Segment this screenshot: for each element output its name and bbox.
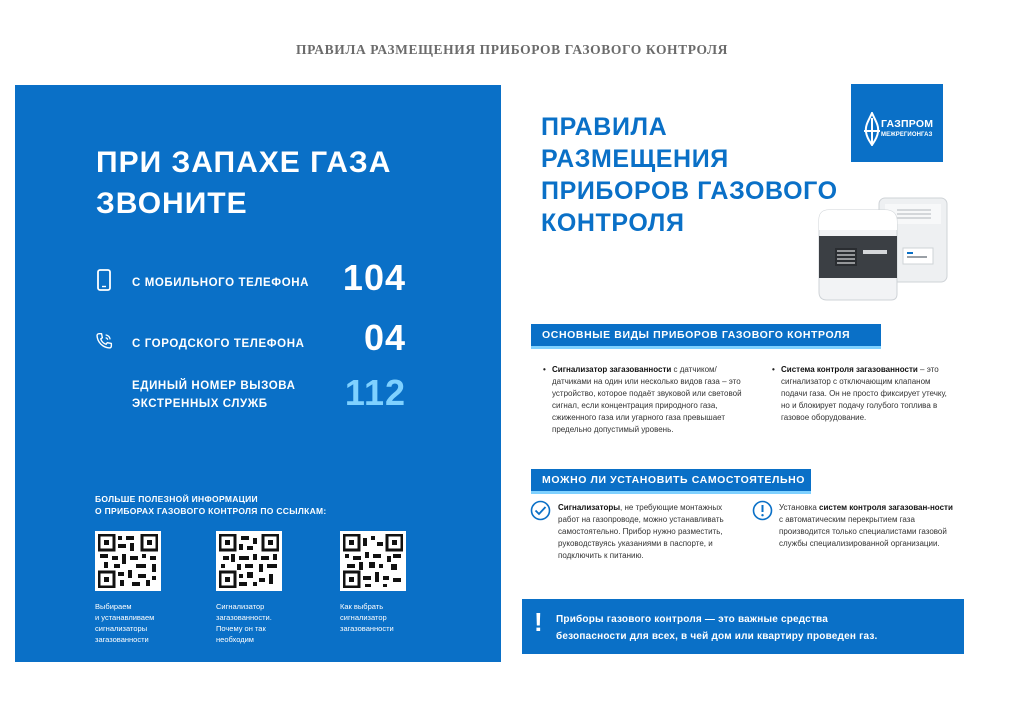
emergency-heading [96,142,391,224]
gazprom-flame-icon [862,112,882,146]
notice-line1: Приборы газового контроля — это важные средства [556,614,829,625]
phone-label-emergency-line1: ЕДИНЫЙ НОМЕР ВЫЗОВА [132,380,296,392]
phone-label-emergency-line2: ЭКСТРЕННЫХ СЛУЖБ [132,398,268,410]
logo-subtitle: МЕЖРЕГИОНГАЗ [881,132,933,138]
qr-block-2[interactable] [216,531,326,645]
gas-detector-illustration [815,190,955,302]
phone-row-mobile [15,259,501,303]
qr-caption-2: Сигнализатор загазованности. Почему он так необходим [216,602,272,644]
phone-row-landline [15,317,501,364]
warning-circle-icon [752,500,773,521]
bullet-gas-signalizer [543,364,748,436]
bullet-dot: • [543,365,546,374]
bullet-control-system [772,364,952,424]
qr-block-3[interactable] [340,531,450,634]
emergency-panel [15,85,501,662]
phone-label-landline: С ГОРОДСКОГО ТЕЛЕФОНА [132,338,305,350]
bullet2-rest: – это сигнализатор с отключающим клапаном подачи газа. Он не просто фиксирует утечку, но и блокирует подачу голубого топлива в газовое оборудование. [781,365,947,422]
phone-number-emergency: 112 [344,372,406,413]
logo-name: ГАЗПРОМ [881,118,934,130]
phone-label-emergency [132,377,296,413]
qr-block-1[interactable] [95,531,205,645]
qr-caption-1: Выбираем и устанавливаем сигнализаторы загазованности [95,602,155,644]
check-circle-icon [530,500,551,521]
phone-row-emergency [15,372,501,421]
can2-pre: Установка [779,503,820,512]
qr-code-2[interactable] [216,531,282,591]
qr-code-3[interactable] [340,531,406,591]
landline-phone-icon [95,330,113,352]
qr-pattern-1 [98,534,158,588]
bullet-dot: • [772,365,775,374]
document-title: ПРАВИЛА РАЗМЕЩЕНИЯ ПРИБОРОВ ГАЗОВОГО КОНТРОЛЯ [296,42,728,57]
qr-code-1[interactable] [95,531,161,591]
can2-bold: систем контроля загазован-ности [819,503,953,512]
mobile-phone-icon [95,269,113,291]
notice-line2: безопасности для всех, в чей дом или квартиру проведен газ. [556,631,878,642]
bullet-control-system-text [772,364,952,424]
rules-heading: ПРАВИЛА РАЗМЕЩЕНИЯ ПРИБОРОВ ГАЗОВОГО КОНТРОЛЯ [541,113,838,237]
phone-label-mobile: С МОБИЛЬНОГО ТЕЛЕФОНА [132,277,310,289]
safety-notice-text [556,611,877,645]
section-title-device-types: ОСНОВНЫЕ ВИДЫ ПРИБОРОВ ГАЗОВОГО КОНТРОЛЯ [531,324,881,346]
section-title-self-install: МОЖНО ЛИ УСТАНОВИТЬ САМОСТОЯТЕЛЬНО [531,469,811,491]
can1-rest: , не требующие монтажных работ на газопроводе, можно устанавливать самостоятельно. Прибор нужно разместить, руководствуясь указаниями в паспорте, и подключить к питанию. [558,503,724,560]
self-install-prohibited-text [779,502,954,550]
exclamation-icon: ! [534,607,543,637]
qr-caption-3: Как выбрать сигнализатор загазованности [340,602,394,633]
safety-notice [522,599,964,654]
phone-number-mobile: 104 [342,257,406,298]
gazprom-logo [851,84,943,162]
bullet1-bold: Сигнализатор загазованности [552,365,672,374]
more-info-text: БОЛЬШЕ ПОЛЕЗНОЙ ИНФОРМАЦИИ О ПРИБОРАХ ГАЗОВОГО КОНТРОЛЯ ПО ССЫЛКАМ: [95,494,327,516]
bullet-gas-signalizer-text [543,364,748,436]
bullet1-rest: с датчиком/ датчиками на один или несколько видов газа – это устройство, которое подаёт звуковой или световой сигнал, если концентрация природного газа, сжиженного газа или угарного газа превышает предельно допустимый уровень. [552,365,742,434]
qr-pattern-3 [343,534,403,588]
can1-bold: Сигнализаторы [558,503,621,512]
phone-number-landline: 04 [363,317,406,358]
bullet2-bold: Система контроля загазованности [781,365,918,374]
qr-pattern-2 [219,534,279,588]
can2-rest: с автоматическим перекрытием газа производится только специалистами газовой службы специализированной организации. [779,515,947,548]
emergency-heading-line2: ЗВОНИТЕ [96,187,248,220]
self-install-allowed-text [558,502,743,562]
emergency-heading-line1: ПРИ ЗАПАХЕ ГАЗА [96,146,392,179]
